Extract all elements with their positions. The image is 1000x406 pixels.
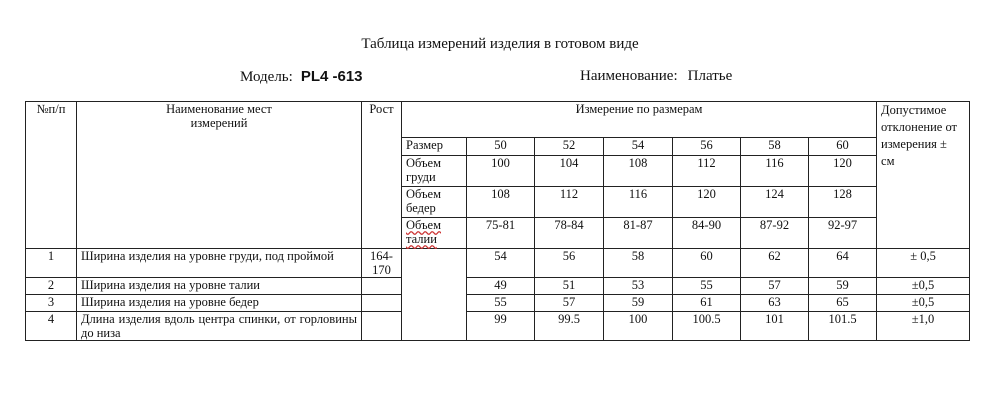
- name-value: Платье: [687, 68, 733, 84]
- row-height: [362, 312, 402, 341]
- model-code: PL4 -613: [300, 68, 363, 85]
- row-value: 60: [673, 249, 741, 278]
- row-value: 64: [809, 249, 877, 278]
- size-value: 52: [535, 138, 604, 156]
- row-value: 61: [673, 295, 741, 312]
- row-name: Ширина изделия на уровне бедер: [77, 295, 362, 312]
- chest-row-label: Объем груди: [402, 156, 467, 187]
- chest-value: 108: [604, 156, 673, 187]
- row-tolerance: ±1,0: [877, 312, 970, 341]
- size-value: 54: [604, 138, 673, 156]
- waist-value: 87-92: [741, 218, 809, 249]
- row-value: 100: [604, 312, 673, 341]
- empty-cell: [402, 249, 467, 341]
- chest-value: 104: [535, 156, 604, 187]
- table-header-row: [26, 102, 970, 138]
- hips-value: 128: [809, 187, 877, 218]
- table-row: [26, 312, 970, 341]
- size-value: 58: [741, 138, 809, 156]
- size-row-label: Размер: [402, 138, 467, 156]
- hips-row-label: Объем бедер: [402, 187, 467, 218]
- row-height: 164-170: [362, 249, 402, 278]
- size-value: 50: [467, 138, 535, 156]
- row-value: 53: [604, 278, 673, 295]
- row-value: 65: [809, 295, 877, 312]
- hips-value: 112: [535, 187, 604, 218]
- size-value: 56: [673, 138, 741, 156]
- row-name: Ширина изделия на уровне груди, под проймой: [77, 249, 362, 278]
- size-value: 60: [809, 138, 877, 156]
- row-value: 49: [467, 278, 535, 295]
- row-value: 101.5: [809, 312, 877, 341]
- chest-value: 120: [809, 156, 877, 187]
- hips-value: 120: [673, 187, 741, 218]
- row-value: 57: [741, 278, 809, 295]
- row-value: 51: [535, 278, 604, 295]
- row-value: 99.5: [535, 312, 604, 341]
- row-num: 1: [26, 249, 77, 278]
- row-tolerance: ±0,5: [877, 295, 970, 312]
- row-value: 54: [467, 249, 535, 278]
- row-name: Ширина изделия на уровне талии: [77, 278, 362, 295]
- table-row: [26, 278, 970, 295]
- row-value: 57: [535, 295, 604, 312]
- row-tolerance: ± 0,5: [877, 249, 970, 278]
- row-value: 59: [604, 295, 673, 312]
- name-label: Наименование:: [580, 68, 678, 84]
- row-value: 63: [741, 295, 809, 312]
- model-label: Модель:: [240, 69, 293, 85]
- waist-value: 81-87: [604, 218, 673, 249]
- hips-value: 124: [741, 187, 809, 218]
- table-row: [26, 249, 970, 278]
- waist-value: 92-97: [809, 218, 877, 249]
- hips-value: 108: [467, 187, 535, 218]
- row-value: 56: [535, 249, 604, 278]
- row-value: 101: [741, 312, 809, 341]
- chest-value: 100: [467, 156, 535, 187]
- name-line: [580, 68, 732, 85]
- header-sizes: Измерение по размерам: [402, 102, 877, 138]
- row-value: 55: [467, 295, 535, 312]
- page-title: Таблица измерений изделия в готовом виде: [361, 36, 639, 52]
- row-value: 99: [467, 312, 535, 341]
- row-value: 58: [604, 249, 673, 278]
- row-num: 3: [26, 295, 77, 312]
- row-height: [362, 278, 402, 295]
- chest-value: 116: [741, 156, 809, 187]
- table-row: [26, 295, 970, 312]
- header-num: №п/п: [26, 102, 77, 249]
- measurement-table: [25, 101, 970, 341]
- row-height: [362, 295, 402, 312]
- row-num: 4: [26, 312, 77, 341]
- row-value: 59: [809, 278, 877, 295]
- row-value: 55: [673, 278, 741, 295]
- header-place: Наименование мест измерений: [77, 102, 362, 249]
- row-name: Длина изделия вдоль центра спинки, от горловины до низа: [77, 312, 362, 341]
- model-line: [240, 68, 363, 86]
- waist-value: 84-90: [673, 218, 741, 249]
- waist-value: 75-81: [467, 218, 535, 249]
- row-value: 62: [741, 249, 809, 278]
- chest-value: 112: [673, 156, 741, 187]
- row-tolerance: ±0,5: [877, 278, 970, 295]
- row-value: 100.5: [673, 312, 741, 341]
- hips-value: 116: [604, 187, 673, 218]
- header-tolerance: Допустимое отклонение от измерения ± см: [877, 102, 970, 249]
- header-height: Рост: [362, 102, 402, 249]
- waist-row-label: Объем талии: [402, 218, 467, 249]
- row-num: 2: [26, 278, 77, 295]
- waist-value: 78-84: [535, 218, 604, 249]
